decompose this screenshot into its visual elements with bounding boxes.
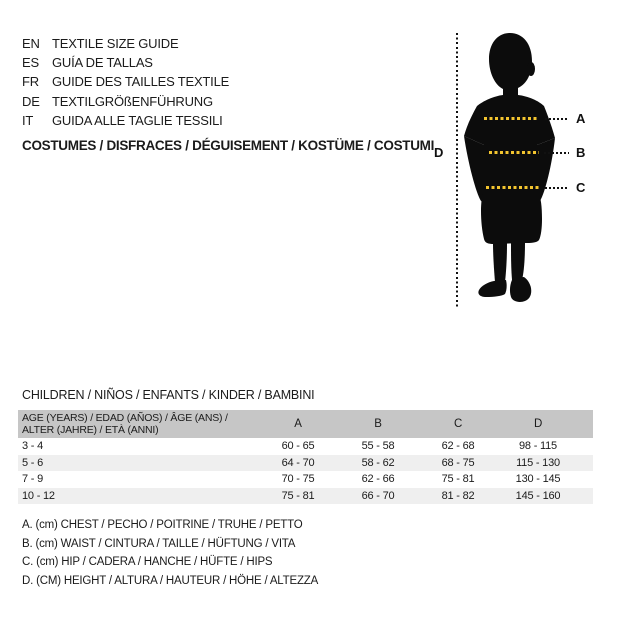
waist-label: B <box>576 145 586 160</box>
table-header-row <box>18 410 593 438</box>
hip-cell: 75 - 81 <box>441 473 475 486</box>
age-column-header <box>18 412 258 436</box>
category-line: COSTUMES / DISFRACES / DÉGUISEMENT / KOSTÜME / COSTUMI <box>22 138 435 153</box>
chest-cell: 75 - 81 <box>281 489 315 502</box>
language-code: EN <box>22 36 40 51</box>
chest-measure-line <box>484 117 539 120</box>
language-code: IT <box>22 112 34 128</box>
language-code: ES <box>22 55 39 71</box>
legend-height: D. (CM) HEIGHT / ALTURA / HAUTEUR / HÖHE / ALTEZZA <box>22 574 319 587</box>
column-header-c: C <box>453 418 463 430</box>
legend-waist: B. (cm) WAIST / CINTURA / TAILLE / HÜFTUNG / VITA <box>22 537 296 550</box>
age-cell: 5 - 6 <box>22 456 44 469</box>
height-cell: 130 - 145 <box>515 473 561 486</box>
age-cell: 7 - 9 <box>22 473 44 486</box>
hip-connector-line <box>545 187 569 189</box>
language-code: DE <box>22 93 40 109</box>
height-label: D <box>434 145 444 160</box>
height-cell: 98 - 115 <box>519 440 557 453</box>
chest-cell: 64 - 70 <box>281 456 315 469</box>
waist-connector-line <box>544 152 569 154</box>
age-header-line1: AGE (YEARS) / EDAD (AÑOS) / ÂGE (ANS) / <box>22 411 228 424</box>
legend-hip: C. (cm) HIP / CADERA / HANCHE / HÜFTE / HIPS <box>22 556 273 569</box>
hip-cell: 62 - 68 <box>441 440 475 453</box>
language-code: FR <box>22 74 39 90</box>
hip-measure-line <box>486 186 539 189</box>
guide-title-es: GUÍA DE TALLAS <box>52 55 153 71</box>
height-cell: 115 - 130 <box>516 456 560 469</box>
hip-cell: 68 - 75 <box>441 456 475 469</box>
guide-title-it: GUIDA ALLE TAGLIE TESSILI <box>52 112 223 128</box>
guide-title-en: TEXTILE SIZE GUIDE <box>52 36 179 51</box>
waist-cell: 58 - 62 <box>361 456 395 469</box>
column-header-d: D <box>533 418 543 430</box>
hip-label: C <box>576 180 586 195</box>
chest-cell: 60 - 65 <box>281 440 315 453</box>
waist-measure-line <box>489 151 539 154</box>
height-measure-line <box>456 33 458 307</box>
children-section-title: CHILDREN / NIÑOS / ENFANTS / KINDER / BAMBINI <box>22 388 315 402</box>
table-row <box>18 471 593 488</box>
age-header-line2: ALTER (JAHRE) / ETÀ (ANNI) <box>22 424 159 436</box>
hip-cell: 81 - 82 <box>441 489 475 502</box>
chest-label: A <box>576 111 586 126</box>
age-cell: 3 - 4 <box>22 440 44 453</box>
guide-title-de: TEXTILGRÖßENFÜHRUNG <box>52 93 213 109</box>
waist-cell: 55 - 58 <box>361 440 395 453</box>
child-silhouette-icon <box>450 25 585 310</box>
waist-cell: 66 - 70 <box>361 489 395 502</box>
legend-chest: A. (cm) CHEST / PECHO / POITRINE / TRUHE / PETTO <box>22 519 303 531</box>
table-row <box>18 438 593 455</box>
chest-connector-line <box>545 118 569 120</box>
column-header-b: B <box>374 418 382 430</box>
table-row <box>18 488 593 505</box>
table-row <box>18 455 593 472</box>
measurement-legend <box>22 516 318 590</box>
chest-cell: 70 - 75 <box>281 473 315 486</box>
age-cell: 10 - 12 <box>22 489 55 502</box>
height-cell: 145 - 160 <box>515 489 561 502</box>
column-header-a: A <box>294 418 302 430</box>
waist-cell: 62 - 66 <box>361 473 395 486</box>
size-table <box>18 410 593 504</box>
guide-title-fr: GUIDE DES TAILLES TEXTILE <box>52 74 230 90</box>
